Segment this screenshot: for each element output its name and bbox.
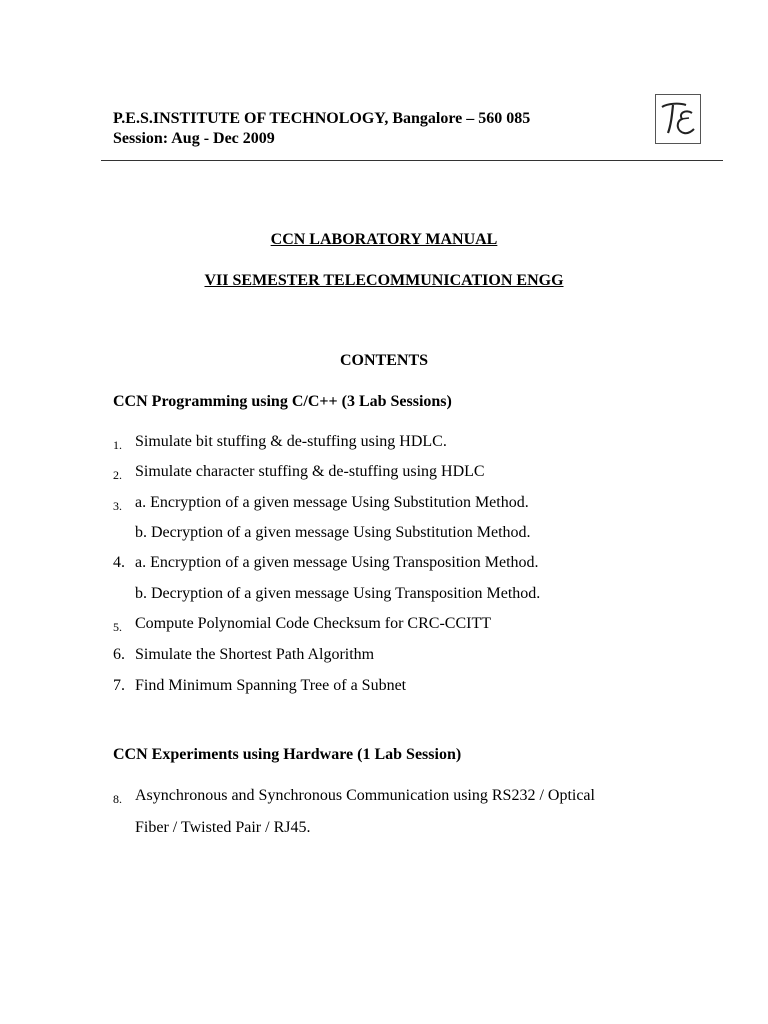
- list-item-continuation: Fiber / Twisted Pair / RJ45.: [135, 819, 311, 836]
- te-logo: [655, 94, 701, 144]
- item-text: a. Encryption of a given message Using Substitution Method.: [135, 494, 529, 511]
- item-number: 1.: [113, 438, 122, 452]
- list-item-continuation: b. Decryption of a given message Using Substitution Method.: [135, 524, 531, 541]
- item-text: Compute Polynomial Code Checksum for CRC-CCITT: [135, 615, 491, 632]
- session-dates: Session: Aug - Dec 2009: [113, 130, 275, 147]
- header-divider: [101, 160, 723, 161]
- item-text: Simulate character stuffing & de-stuffing using HDLC: [135, 463, 485, 480]
- list-item-continuation: b. Decryption of a given message Using Transposition Method.: [135, 585, 541, 602]
- item-number: 2.: [113, 468, 122, 482]
- item-number: 5.: [113, 620, 122, 634]
- section-heading-programming: CCN Programming using C/C++ (3 Lab Sessions): [113, 393, 452, 410]
- manual-title: CCN LABORATORY MANUAL: [270, 231, 498, 248]
- contents-heading: CONTENTS: [339, 352, 429, 369]
- item-number: 3.: [113, 499, 122, 513]
- item-text: Simulate bit stuffing & de-stuffing using HDLC.: [135, 433, 447, 450]
- section-heading-hardware: CCN Experiments using Hardware (1 Lab Session): [113, 746, 462, 763]
- item-number: 6.: [113, 646, 125, 663]
- item-number: 4.: [113, 554, 125, 571]
- item-text: Find Minimum Spanning Tree of a Subnet: [135, 677, 407, 694]
- item-text: Asynchronous and Synchronous Communication using RS232 / Optical: [135, 787, 595, 804]
- item-text: a. Encryption of a given message Using Transposition Method.: [135, 554, 539, 571]
- institute-name: P.E.S.INSTITUTE OF TECHNOLOGY, Bangalore – 560 085: [113, 110, 531, 127]
- item-number: 8.: [113, 792, 122, 806]
- semester-title: VII SEMESTER TELECOMMUNICATION ENGG: [204, 272, 564, 289]
- item-number: 7.: [113, 677, 125, 694]
- item-text: Simulate the Shortest Path Algorithm: [135, 646, 375, 663]
